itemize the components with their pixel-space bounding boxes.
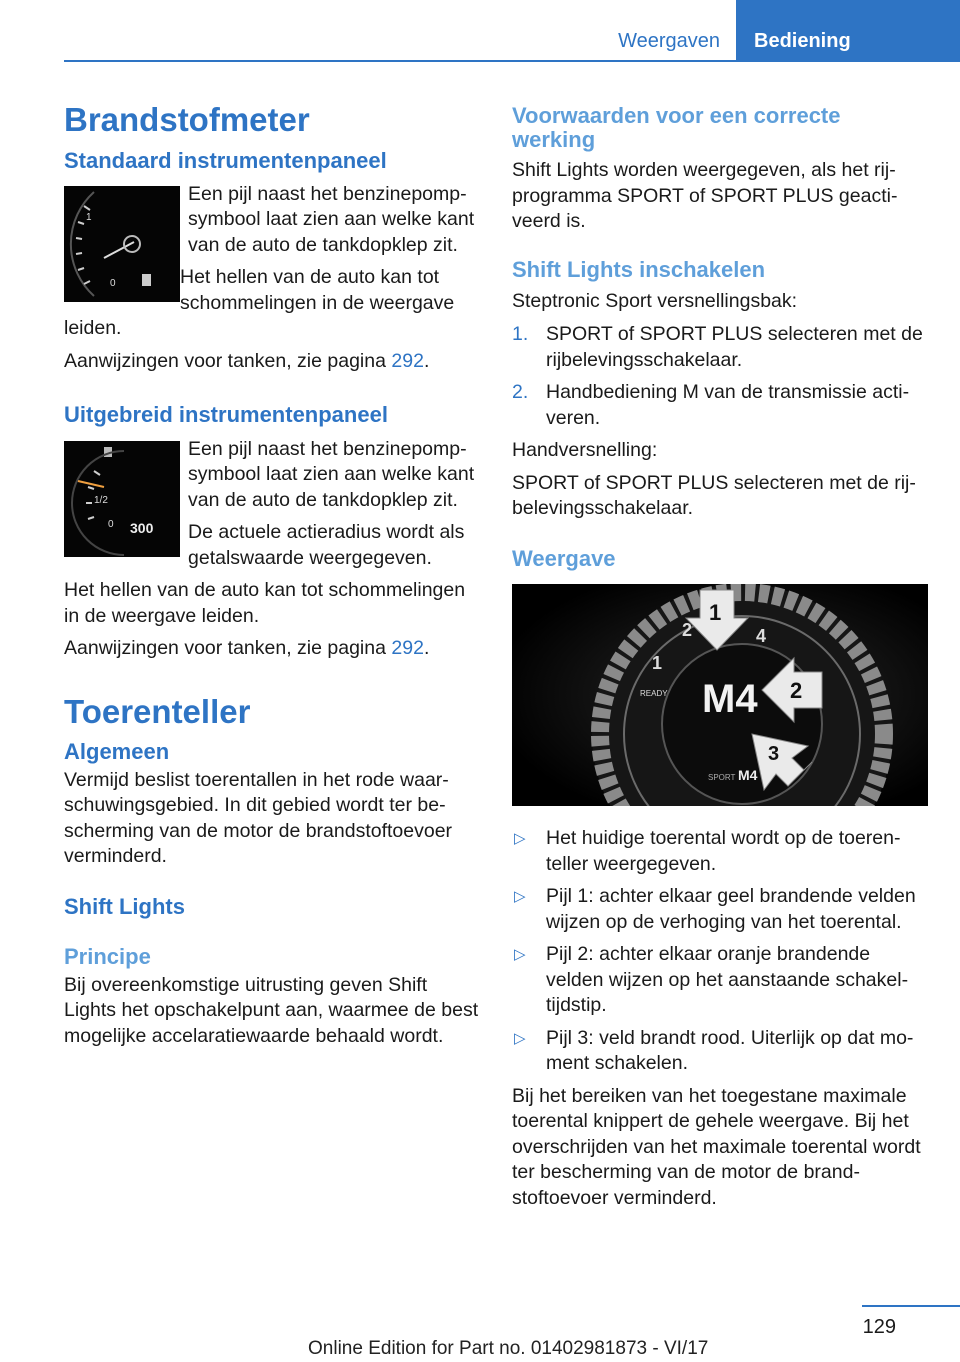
gauge1-mark1: 1 bbox=[86, 211, 92, 223]
tick-1: 1 bbox=[652, 653, 663, 674]
page-number-bar bbox=[862, 1305, 960, 1307]
aanwijzingen-1: Aanwijzingen voor tanken, zie pagina 292. bbox=[64, 349, 430, 372]
m4-label: M4 bbox=[702, 677, 758, 722]
left-column bbox=[64, 96, 480, 1049]
list-item: ▷ Het huidige toerental wordt op de toerenteller weergegeven. bbox=[514, 827, 901, 875]
tick-4: 4 bbox=[756, 626, 767, 647]
m4-small-label: M4 bbox=[738, 767, 758, 784]
handversnelling-label: Handversnelling: bbox=[512, 439, 658, 462]
page-number: 129 bbox=[862, 1316, 896, 1338]
ready-label: READY bbox=[640, 689, 668, 699]
gauge2-half: 1/2 bbox=[94, 494, 108, 506]
gauge1-mark0: 0 bbox=[110, 277, 116, 289]
steps-list bbox=[512, 322, 928, 431]
principe-p: Bij overeenkomstige uitrusting geven Shift Lights het opschakelpunt aan, waarmee de best mogelijke accelaratiewaarde behaald wordt. bbox=[64, 973, 479, 1047]
slot-p: Bij het bereiken van het toegestane maximale toerental knippert de gehele weergave. Bij het overschrijden van het maximale toerental wordt ter bescherming van de motor de brandstoftoevoer verminderd. bbox=[512, 1084, 921, 1209]
arrow-1-label: 1 bbox=[709, 600, 722, 626]
uitgebreid-p2: De actuele actieradius wordt als getalswaarde weergegeven. bbox=[188, 521, 465, 569]
list-item: ▷ Pijl 1: achter elkaar geel brandende velden wijzen op de verhoging van het toerental. bbox=[514, 885, 916, 933]
list-item: ▷ Pijl 2: achter elkaar oranje brandende velden wijzen op het aanstaande schakeltijdstip. bbox=[514, 943, 909, 1017]
heading-algemeen: Algemeen bbox=[64, 739, 170, 765]
uitgebreid-p3: Het hellen van de auto kan tot schommelingen in de weergave leiden. bbox=[64, 579, 466, 627]
heading-uitgebreid: Uitgebreid instrumentenpaneel bbox=[64, 402, 388, 428]
standard-fuel-gauge-image bbox=[64, 186, 180, 302]
standaard-text bbox=[188, 182, 480, 259]
heading-toerenteller: Toerenteller bbox=[64, 692, 251, 730]
tick-2: 2 bbox=[682, 620, 693, 641]
heading-brandstofmeter: Brandstofmeter bbox=[64, 101, 310, 138]
heading-weergave: Weergave bbox=[512, 545, 616, 571]
steptronic-label: Steptronic Sport versnellingsbak: bbox=[512, 289, 798, 312]
handversnelling-p: SPORT of SPORT PLUS selecteren met de rijbelevingsschakelaar. bbox=[512, 471, 916, 520]
arrow-3-label: 3 bbox=[768, 743, 780, 766]
weergave-bullets bbox=[512, 826, 928, 1077]
sport-label: SPORT bbox=[708, 773, 736, 783]
page-link-292-b[interactable]: 292 bbox=[391, 637, 424, 660]
voorwaarden-p: Shift Lights worden weergegeven, als het rijprogramma SPORT of SPORT PLUS geactiveerd is. bbox=[512, 159, 898, 232]
right-column bbox=[512, 96, 928, 1211]
aanwijzingen-2: Aanwijzingen voor tanken, zie pagina 292. bbox=[64, 637, 430, 660]
uitgebreid-p1: Een pijl naast het benzinepompsymbool laat zien aan welke kant van de auto de tankdopklep zit. bbox=[188, 437, 475, 511]
tab-weergaven[interactable]: Weergaven bbox=[618, 30, 720, 52]
gauge2-range: 300 bbox=[130, 519, 154, 536]
standaard-p2: Het hellen van de auto kan tot schommelingen in de weergave leiden. bbox=[64, 266, 455, 340]
tab-bediening[interactable]: Bediening bbox=[736, 0, 960, 62]
list-item: 1. SPORT of SPORT PLUS selecteren met de rijbelevingsschakelaar. bbox=[512, 323, 923, 371]
list-item: 2. Handbediening M van de transmissie activeren. bbox=[512, 381, 910, 429]
page-header bbox=[64, 24, 960, 62]
list-item: ▷ Pijl 3: veld brandt rood. Uiterlijk op dat moment schakelen. bbox=[514, 1026, 914, 1075]
heading-voorwaarden: Voorwaarden voor een correcte werking bbox=[512, 103, 841, 152]
shift-lights-image bbox=[512, 584, 928, 806]
gauge2-zero: 0 bbox=[108, 518, 114, 530]
algemeen-p: Vermijd beslist toerentallen in het rode waarschuwingsgebied. In dit gebied wordt ter bescherming van de motor de brandstoftoevoer verminderd. bbox=[64, 768, 453, 868]
extended-fuel-gauge-image bbox=[64, 441, 180, 557]
edition-footer: Online Edition for Part no. 01402981873 - VI/17 bbox=[308, 1338, 709, 1359]
standaard-p1: Een pijl naast het benzinepompsymbool laat zien aan welke kant van de auto de tankdopklep zit. bbox=[188, 182, 475, 256]
heading-standaard: Standaard instrumentenpaneel bbox=[64, 147, 387, 173]
page-link-292[interactable]: 292 bbox=[391, 349, 424, 372]
heading-shift-lights: Shift Lights bbox=[64, 893, 185, 919]
heading-inschakelen: Shift Lights inschakelen bbox=[512, 256, 766, 282]
heading-principe: Principe bbox=[64, 944, 151, 970]
arrow-2-label: 2 bbox=[790, 678, 803, 704]
